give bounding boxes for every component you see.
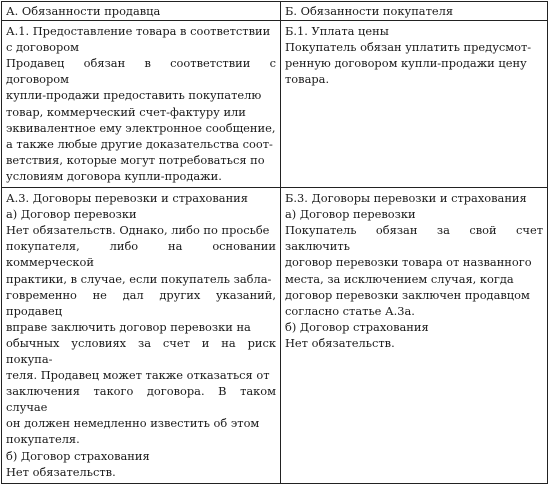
section-title: Б.3. Договоры перевозки и страхования (285, 191, 527, 206)
buyer-obligation-b1 (281, 21, 548, 188)
subsection-title: а) Договор перевозки (285, 207, 416, 222)
text-line: Нет обязательств. (285, 335, 395, 350)
obligations-table (1, 1, 548, 484)
text-line: заключения такого договора. В таком случае (6, 384, 276, 415)
section-title: Б.1. Уплата цены (285, 24, 389, 39)
text-line: покупателя, либо на основании коммерческой (6, 239, 276, 270)
table-row (2, 21, 548, 188)
text-line: товар, коммерческий счет-фактуру или (6, 104, 246, 119)
table-row (2, 188, 548, 484)
header-row (2, 2, 548, 21)
text-line: Покупатель обязан за свой счет заключить (285, 223, 543, 254)
text-line: согласно статье А.3а. (285, 303, 415, 318)
seller-column-header: А. Обязанности продавца (2, 2, 281, 21)
text-line: Нет обязательств. (6, 464, 116, 479)
text-line: Покупатель обязан уплатить предусмот- (285, 40, 532, 55)
text-line: ветствия, которые могут потребоваться по (6, 152, 265, 167)
seller-obligation-a1 (2, 21, 281, 188)
text-line: теля. Продавец может также отказаться от (6, 368, 270, 383)
subsection-title: а) Договор перевозки (6, 207, 137, 222)
text-line: вправе заключить договор перевозки на (6, 319, 251, 334)
text-line: условиям договора купли-продажи. (6, 168, 222, 183)
text-line: купли-продажи предоставить покупателю (6, 88, 262, 103)
text-line: а также любые другие доказательства соот- (6, 136, 273, 151)
text-line: Нет обязательств. Однако, либо по просьбе (6, 223, 270, 238)
buyer-column-header: Б. Обязанности покупателя (281, 2, 548, 21)
text-line: обычных условиях за счет и на риск покупа- (6, 335, 276, 366)
text-line: договор перевозки товара от названного (285, 255, 532, 270)
buyer-obligation-b3 (281, 188, 548, 484)
text-line: эквивалентное ему электронное сообщение, (6, 120, 276, 135)
seller-obligation-a3 (2, 188, 281, 484)
section-title: А.1. Предоставление товара в соответствии (6, 24, 271, 39)
text-line: он должен немедленно известить об этом (6, 416, 260, 431)
text-line: Продавец обязан в соответствии с договором (6, 56, 276, 87)
section-title-cont: с договором (6, 40, 79, 55)
section-title: А.3. Договоры перевозки и страхования (6, 191, 248, 206)
subsection-title: б) Договор страхования (6, 448, 150, 463)
text-line: ренную договором купли-продажи цену (285, 56, 527, 71)
text-line: покупателя. (6, 432, 80, 447)
text-line: места, за исключением случая, когда (285, 271, 514, 286)
text-line: товара. (285, 72, 330, 87)
text-line: говременно не дал других указаний, продавец (6, 287, 276, 318)
subsection-title: б) Договор страхования (285, 319, 429, 334)
text-line: практики, в случае, если покупатель забла- (6, 271, 272, 286)
text-line: договор перевозки заключен продавцом (285, 287, 530, 302)
